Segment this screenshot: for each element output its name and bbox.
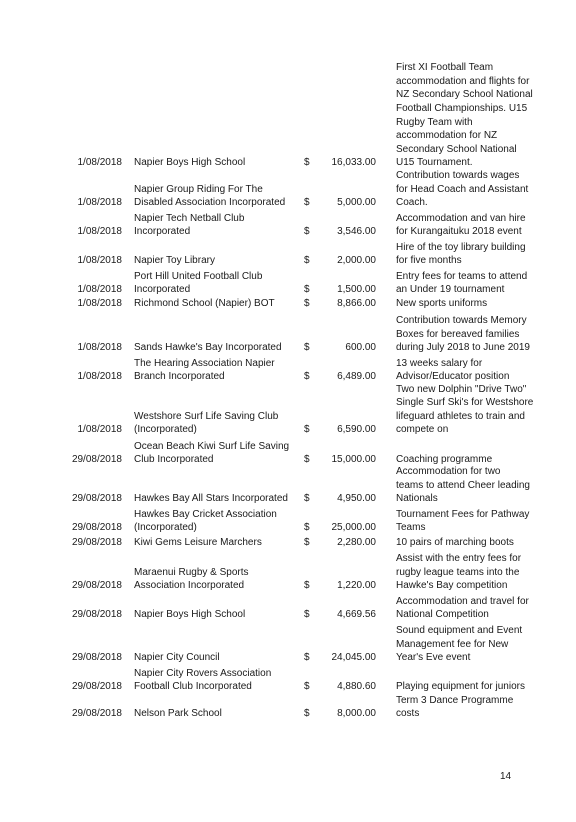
grant-purpose-line: during July 2018 to June 2019	[396, 342, 530, 354]
currency-symbol: $	[304, 226, 310, 238]
grant-date: 29/08/2018	[71, 493, 122, 505]
grant-purpose-line: Football Championships. U15	[396, 103, 528, 115]
grant-amount: 25,000.00	[331, 522, 376, 534]
grant-amount: 15,000.00	[331, 454, 376, 466]
currency-symbol: $	[304, 681, 310, 693]
grant-date: 29/08/2018	[71, 522, 122, 534]
grant-purpose-line: Two new Dolphin "Drive Two"	[396, 383, 527, 395]
grant-date: 1/08/2018	[77, 424, 122, 436]
organisation-name-line: Napier Boys High School	[134, 157, 246, 169]
grant-purpose-line: for five months	[396, 255, 462, 267]
page-number: 14	[500, 771, 512, 782]
organisation-name-line: Napier Group Riding For The	[134, 183, 263, 195]
organisation-name-line: Napier City Rovers Association	[134, 667, 272, 679]
organisation-name-line: Port Hill United Football Club	[134, 270, 263, 282]
grant-purpose-line: Accommodation and travel for	[396, 595, 529, 607]
currency-symbol: $	[304, 255, 310, 267]
organisation-name-line: Hawkes Bay All Stars Incorporated	[134, 493, 288, 505]
organisation-name-line: Westshore Surf Life Saving Club	[134, 410, 279, 422]
grant-amount: 600.00	[345, 342, 376, 354]
currency-symbol: $	[304, 371, 310, 383]
grant-amount: 5,000.00	[337, 197, 376, 209]
grant-purpose-line: Contribution towards wages	[396, 170, 520, 182]
grant-purpose-line: Year's Eve event	[396, 652, 471, 664]
grant-amount: 6,489.00	[337, 371, 376, 383]
grant-purpose-line: National Competition	[396, 609, 489, 621]
grant-purpose-line: Advisor/Educator position	[396, 371, 510, 383]
grant-purpose-line: New sports uniforms	[396, 298, 488, 310]
grant-purpose-line: Term 3 Dance Programme	[396, 694, 514, 706]
organisation-name-line: Club Incorporated	[134, 454, 214, 466]
grant-purpose-line: an Under 19 tournament	[396, 284, 505, 296]
currency-symbol: $	[304, 609, 310, 621]
grant-amount: 24,045.00	[331, 652, 376, 664]
grant-purpose-line: Contribution towards Memory	[396, 315, 527, 327]
grant-date: 29/08/2018	[71, 609, 122, 621]
grant-purpose-line: First XI Football Team	[396, 62, 494, 74]
grant-purpose-line: 13 weeks salary for	[396, 357, 483, 369]
currency-symbol: $	[304, 342, 310, 354]
grant-purpose-line: Playing equipment for juniors	[396, 681, 525, 693]
grant-purpose-line: for Head Coach and Assistant	[396, 183, 529, 195]
grant-purpose-line: lifeguard athletes to train and	[396, 410, 525, 422]
grant-date: 1/08/2018	[77, 371, 122, 383]
grant-date: 1/08/2018	[77, 342, 122, 354]
currency-symbol: $	[304, 197, 310, 209]
currency-symbol: $	[304, 652, 310, 664]
grant-amount: 4,669.56	[337, 609, 376, 621]
grant-purpose-line: 10 pairs of marching boots	[396, 537, 514, 549]
grant-date: 1/08/2018	[77, 255, 122, 267]
grant-purpose-line: rugby league teams into the	[396, 566, 520, 578]
organisation-name-line: Richmond School (Napier) BOT	[134, 298, 275, 310]
grant-purpose-line: Rugby Team with	[396, 116, 473, 128]
organisation-name-line: Incorporated	[134, 284, 191, 296]
grant-purpose-line: costs	[396, 708, 420, 720]
grant-amount: 8,000.00	[337, 708, 376, 720]
grant-date: 29/08/2018	[71, 681, 122, 693]
grant-purpose-line: Accommodation and van hire	[396, 212, 526, 224]
grant-purpose-line: NZ Secondary School National	[396, 89, 533, 101]
grant-date: 29/08/2018	[71, 454, 122, 466]
grant-date: 1/08/2018	[77, 157, 122, 169]
currency-symbol: $	[304, 298, 310, 310]
organisation-name-line: Hawkes Bay Cricket Association	[134, 508, 277, 520]
grant-amount: 8,866.00	[337, 298, 376, 310]
currency-symbol: $	[304, 493, 310, 505]
grant-date: 1/08/2018	[77, 284, 122, 296]
grant-purpose-line: Accommodation for two	[396, 466, 501, 478]
organisation-name-line: Napier Boys High School	[134, 609, 246, 621]
grant-purpose-line: Hire of the toy library building	[396, 241, 526, 253]
grant-purpose-line: accommodation and flights for	[396, 75, 530, 87]
grant-date: 1/08/2018	[77, 298, 122, 310]
currency-symbol: $	[304, 424, 310, 436]
grant-purpose-line: Coaching programme	[396, 454, 493, 466]
organisation-name-line: Kiwi Gems Leisure Marchers	[134, 537, 262, 549]
organisation-name-line: Association Incorporated	[134, 580, 245, 592]
grant-purpose-line: accommodation for NZ	[396, 130, 498, 142]
grant-amount: 2,280.00	[337, 537, 376, 549]
grant-amount: 6,590.00	[337, 424, 376, 436]
organisation-name-line: Football Club Incorporated	[134, 681, 252, 693]
grant-purpose-line: Assist with the entry fees for	[396, 553, 522, 565]
grant-amount: 2,000.00	[337, 255, 376, 267]
grant-date: 1/08/2018	[77, 226, 122, 238]
grant-date: 1/08/2018	[77, 197, 122, 209]
organisation-name	[134, 707, 222, 721]
organisation-name-line: Napier Toy Library	[134, 255, 215, 267]
grant-purpose-line: Sound equipment and Event	[396, 625, 523, 637]
grant-date: 29/08/2018	[71, 652, 122, 664]
currency-symbol: $	[304, 522, 310, 534]
grant-purpose-line: Entry fees for teams to attend	[396, 270, 528, 282]
grant-date: 29/08/2018	[71, 580, 122, 592]
grant-purpose-line: teams to attend Cheer leading	[396, 479, 530, 491]
grant-amount: 3,546.00	[337, 226, 376, 238]
organisation-name-line: Sands Hawke's Bay Incorporated	[134, 342, 282, 354]
organisation-name-line: (Incorporated)	[134, 522, 197, 534]
currency-symbol: $	[304, 284, 310, 296]
grant-amount: 1,220.00	[337, 580, 376, 592]
grant-purpose	[396, 694, 513, 721]
organisation-name-line: Nelson Park School	[134, 708, 222, 720]
grant-amount: 16,033.00	[331, 157, 376, 169]
grant-purpose-line: Coach.	[396, 197, 428, 209]
grant-purpose-line: Single Surf Ski's for Westshore	[396, 397, 534, 409]
currency-symbol: $	[304, 537, 310, 549]
grant-amount: 1,500.00	[337, 284, 376, 296]
grant-purpose-line: for Kurangaituku 2018 event	[396, 226, 522, 238]
currency-symbol: $	[304, 454, 310, 466]
currency-symbol: $	[304, 708, 310, 720]
organisation-name-line: The Hearing Association Napier	[134, 357, 275, 369]
currency-symbol: $	[304, 580, 310, 592]
grant-purpose-line: Hawke's Bay competition	[396, 580, 508, 592]
grant-date: 29/08/2018	[71, 537, 122, 549]
organisation-name-line: Maraenui Rugby & Sports	[134, 566, 249, 578]
grant-amount: 4,950.00	[337, 493, 376, 505]
organisation-name-line: Ocean Beach Kiwi Surf Life Saving	[134, 440, 290, 452]
organisation-name-line: Napier City Council	[134, 652, 220, 664]
grant-purpose-line: Tournament Fees for Pathway	[396, 508, 530, 520]
grant-purpose-line: Secondary School National	[396, 143, 517, 155]
grant-purpose-line: Boxes for bereaved families	[396, 328, 520, 340]
grant-purpose-line: Management fee for New	[396, 638, 509, 650]
grant-purpose-line: Nationals	[396, 493, 438, 505]
organisation-name-line: (Incorporated)	[134, 424, 197, 436]
organisation-name-line: Disabled Association Incorporated	[134, 197, 286, 209]
grant-purpose-line: U15 Tournament.	[396, 157, 473, 169]
organisation-name-line: Branch Incorporated	[134, 371, 225, 383]
grant-date: 29/08/2018	[71, 708, 122, 720]
organisation-name-line: Incorporated	[134, 226, 191, 238]
grant-amount: 4,880.60	[337, 681, 376, 693]
grant-purpose-line: Teams	[396, 522, 426, 534]
organisation-name-line: Napier Tech Netball Club	[134, 212, 245, 224]
currency-symbol: $	[304, 157, 310, 169]
grant-purpose-line: compete on	[396, 424, 449, 436]
